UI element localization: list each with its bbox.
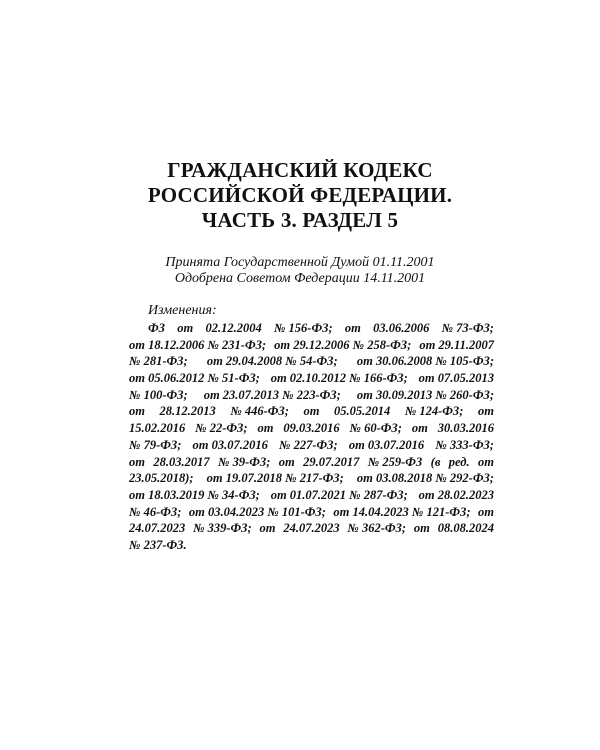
changes-token: № 22-ФЗ; <box>195 421 248 436</box>
changes-token: от 03.07.2016 <box>348 437 425 452</box>
changes-token: № 46-ФЗ; <box>129 504 182 519</box>
changes-token: 28.03.2017 <box>153 454 210 469</box>
changes-token: № 281-ФЗ; <box>129 354 188 369</box>
adoption-info <box>0 255 600 287</box>
changes-token: от <box>278 454 295 469</box>
changes-token: № 227-ФЗ; <box>279 437 338 452</box>
changes-token: от <box>177 321 194 335</box>
changes-token: от 07.05.2013 <box>418 371 494 386</box>
changes-line <box>129 353 494 370</box>
changes-token: от <box>303 404 320 419</box>
changes-line <box>129 487 494 504</box>
changes-token: 05.05.2014 <box>334 404 391 419</box>
changes-token: от 18.12.2006 № 231-ФЗ; <box>129 337 267 352</box>
changes-token: 09.03.2016 <box>283 421 340 436</box>
changes-token: от 03.08.2018 № 292-ФЗ; <box>356 471 494 486</box>
changes-token: № 333-ФЗ; <box>435 437 494 452</box>
changes-token: от <box>411 421 428 436</box>
changes-token: от <box>413 521 430 536</box>
changes-line <box>129 337 494 354</box>
changes-line <box>129 470 494 487</box>
changes-token: от <box>259 521 276 536</box>
changes-list <box>129 320 494 554</box>
changes-token: от 03.04.2023 № 101-ФЗ; <box>188 504 326 519</box>
changes-token: от <box>129 404 145 419</box>
changes-token: № 339-ФЗ; <box>193 521 252 536</box>
changes-token: 02.12.2004 <box>205 321 262 335</box>
changes-token: от <box>478 454 494 469</box>
changes-token: ред. <box>448 454 470 469</box>
changes-token: от 19.07.2018 № 217-ФЗ; <box>206 471 344 486</box>
title-line: ГРАЖДАНСКИЙ КОДЕКС <box>167 158 433 182</box>
changes-token: № 100-ФЗ; <box>129 387 188 402</box>
changes-token: № 60-ФЗ; <box>349 421 402 436</box>
changes-token: № 156-ФЗ; <box>273 321 333 335</box>
changes-token: от <box>129 454 145 469</box>
changes-token: 03.06.2006 <box>373 321 430 335</box>
changes-token: 23.05.2018); <box>129 471 194 486</box>
changes-token: от <box>257 421 274 436</box>
changes-token: № 79-ФЗ; <box>129 437 182 452</box>
changes-line <box>129 387 494 404</box>
document-title <box>0 158 600 233</box>
changes-label: Изменения: <box>148 303 217 318</box>
changes-token: № 362-ФЗ; <box>347 521 407 536</box>
adopted-by-duma: Принята Государственной Думой 01.11.2001 <box>165 255 435 270</box>
changes-token: от 30.06.2008 № 105-ФЗ; <box>356 354 494 369</box>
changes-token: 08.08.2024 <box>437 521 494 536</box>
changes-line <box>129 454 494 471</box>
changes-line <box>129 437 494 454</box>
changes-line <box>129 320 494 337</box>
changes-token: от 02.10.2012 № 166-ФЗ; <box>270 371 408 386</box>
changes-token: 28.12.2013 <box>159 404 216 419</box>
changes-token: 15.02.2016 <box>129 421 186 436</box>
changes-token: от <box>478 404 494 419</box>
changes-token: № 237-ФЗ. <box>129 537 187 552</box>
changes-token: 24.07.2023 <box>129 521 186 536</box>
changes-line <box>129 403 494 420</box>
changes-token: от 28.02.2023 <box>418 487 494 502</box>
changes-token: 24.07.2023 <box>283 521 340 536</box>
changes-line <box>129 537 494 554</box>
changes-token: 30.03.2016 <box>437 421 494 436</box>
changes-token: от <box>344 321 361 335</box>
changes-token: от 03.07.2016 <box>192 437 268 452</box>
title-line: РОССИЙСКОЙ ФЕДЕРАЦИИ. <box>147 183 453 207</box>
changes-line <box>129 420 494 437</box>
changes-line <box>129 504 494 521</box>
changes-token: от 05.06.2012 № 51-ФЗ; <box>129 371 260 386</box>
changes-token: от 23.07.2013 № 223-ФЗ; <box>203 387 341 402</box>
changes-line <box>129 520 494 537</box>
changes-token: от 14.04.2023 № 121-ФЗ; <box>333 504 471 519</box>
changes-token: от <box>478 504 494 519</box>
changes-token: от 01.07.2021 № 287-ФЗ; <box>270 487 408 502</box>
changes-token: № 446-ФЗ; <box>230 404 289 419</box>
changes-token: 29.07.2017 <box>303 454 360 469</box>
changes-token: № 39-ФЗ; <box>218 454 271 469</box>
changes-token: от 18.03.2019 № 34-ФЗ; <box>129 487 260 502</box>
changes-token: от 29.04.2008 № 54-ФЗ; <box>206 354 338 369</box>
changes-token: от 29.12.2006 № 258-ФЗ; <box>274 337 412 352</box>
changes-token: № 73-ФЗ; <box>441 321 494 335</box>
changes-token: № 124-ФЗ; <box>404 404 464 419</box>
changes-token: от 29.11.2007 <box>419 337 494 352</box>
title-line: ЧАСТЬ 3. РАЗДЕЛ 5 <box>201 208 399 232</box>
approved-by-federation-council: Одобрена Советом Федерации 14.11.2001 <box>174 271 426 286</box>
changes-token: ФЗ <box>148 321 165 335</box>
changes-line <box>129 370 494 387</box>
changes-token: № 259-ФЗ <box>367 454 423 469</box>
changes-token: (в <box>430 454 441 469</box>
changes-token: от 30.09.2013 № 260-ФЗ; <box>356 387 494 402</box>
